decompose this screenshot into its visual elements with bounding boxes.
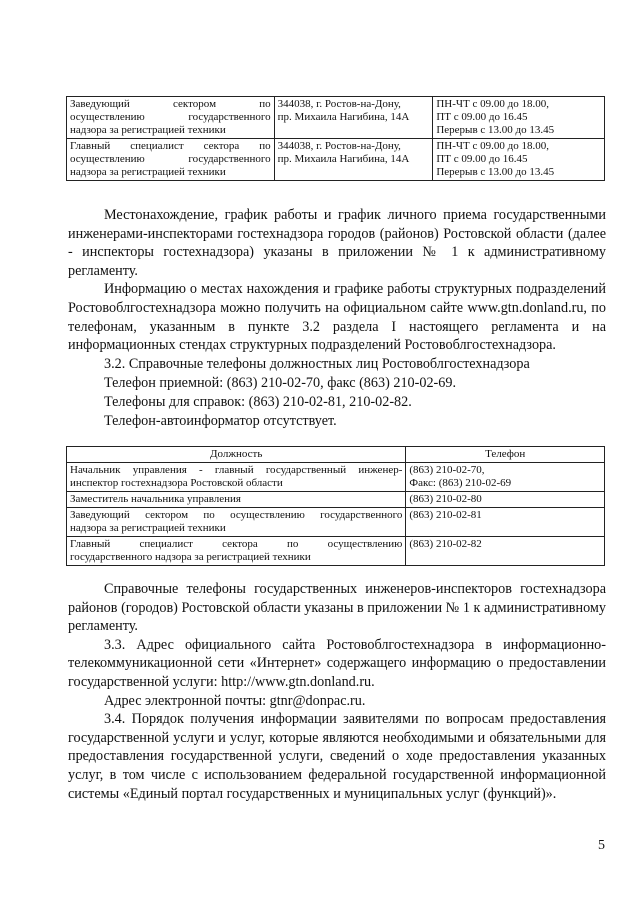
contacts-schedule-table bbox=[66, 96, 605, 181]
cell-line: (863) 210-02-81 bbox=[409, 509, 482, 521]
position-cell bbox=[67, 97, 275, 139]
schedule-cell bbox=[433, 139, 605, 181]
email-line: Адрес электронной почты: gtnr@donpac.ru. bbox=[104, 692, 366, 709]
paragraph-info: Информацию о местах нахождения и графике работы структурных подразделений Ростовоблгостехнадзора можно получить на официальном сайте www.gtn.donland.ru, по телефонам, указанным в пункте 3.2 раздела I настоящего регламента и на информационных стендах структурных подразделений Ростовоблгостехнадзора. bbox=[68, 281, 606, 354]
table-row bbox=[67, 139, 605, 181]
cell-line: Перерыв с 13.00 до 13.45 bbox=[436, 124, 555, 136]
cell-line: Заведующий сектором по осуществлению государственного bbox=[70, 509, 403, 521]
cell-line: (863) 210-02-70, bbox=[409, 464, 485, 476]
address-cell bbox=[274, 97, 433, 139]
reception-phone-line: Телефон приемной: (863) 210-02-70, факс (863) 210-02-69. bbox=[104, 375, 456, 391]
table-row bbox=[67, 537, 605, 566]
cell-line: ПТ с 09.00 до 16.45 bbox=[436, 111, 528, 123]
phone-cell bbox=[406, 537, 605, 566]
position-cell bbox=[67, 139, 275, 181]
cell-line: Заведующий сектором по bbox=[70, 98, 271, 110]
cell-line: Главный специалист сектора по bbox=[70, 140, 271, 152]
cell-line: пр. Михаила Нагибина, 14А bbox=[277, 111, 410, 123]
table-row bbox=[67, 492, 605, 508]
cell-line: Перерыв с 13.00 до 13.45 bbox=[436, 166, 555, 178]
page-number: 5 bbox=[598, 838, 605, 853]
autoinformer-line: Телефон-автоинформатор отсутствует. bbox=[104, 413, 337, 429]
position-cell bbox=[67, 537, 406, 566]
address-cell bbox=[274, 139, 433, 181]
cell-line: надзора за регистрацией техники bbox=[70, 166, 226, 178]
cell-line: Начальник управления - главный государственный инженер- bbox=[70, 464, 403, 476]
table-row bbox=[67, 463, 605, 492]
phone-cell bbox=[406, 492, 605, 508]
cell-line: государственного надзора за регистрацией техники bbox=[70, 551, 311, 563]
position-cell bbox=[67, 463, 406, 492]
section-3-2-heading: 3.2. Справочные телефоны должностных лиц Ростовоблгостехнадзора bbox=[104, 356, 530, 372]
cell-line: ПН-ЧТ с 09.00 до 18.00, bbox=[436, 98, 549, 110]
phone-table bbox=[66, 446, 605, 566]
paragraph-website: 3.3. Адрес официального сайта Ростовоблгостехнадзора в информационно-телекоммуникационной сети «Интернет» содержащего информацию о предоставлении государственной услуги: http://www.gtn.donland.ru. bbox=[68, 636, 606, 690]
cell-line: (863) 210-02-80 bbox=[409, 493, 482, 505]
schedule-cell bbox=[433, 97, 605, 139]
paragraph-3-4: 3.4. Порядок получения информации заявителями по вопросам предоставления государственной услуги и услуг, которые являются необходимыми и обязательными для предоставления государственной услуги, сведений о ходе предоставления указанных услуг, в том числе с использованием федеральной государственной информационной системы «Единый портал государственных и муниципальных услуг (функций)». bbox=[68, 711, 606, 802]
cell-line: ПТ с 09.00 до 16.45 bbox=[436, 153, 528, 165]
cell-line: 344038, г. Ростов-на-Дону, bbox=[277, 98, 401, 110]
cell-line: осуществлению государственного bbox=[70, 153, 271, 165]
position-cell bbox=[67, 508, 406, 537]
phone-cell bbox=[406, 508, 605, 537]
table-row bbox=[67, 508, 605, 537]
paragraph-regional-phones: Справочные телефоны государственных инженеров-инспекторов гостехнадзора районов (городов) Ростовской области указаны в приложении № 1 к административному регламенту. bbox=[68, 581, 606, 635]
cell-line: надзора за регистрацией техники bbox=[70, 522, 226, 534]
cell-line: ПН-ЧТ с 09.00 до 18.00, bbox=[436, 140, 549, 152]
cell-line: Главный специалист сектора по осуществлению bbox=[70, 538, 403, 550]
cell-line: Факс: (863) 210-02-69 bbox=[409, 477, 512, 489]
position-cell bbox=[67, 492, 406, 508]
header-phone: Телефон bbox=[406, 447, 605, 463]
cell-line: инспектор гостехнадзора Ростовской области bbox=[70, 477, 283, 489]
cell-line: осуществлению государственного bbox=[70, 111, 271, 123]
header-position: Должность bbox=[67, 447, 406, 463]
cell-line: 344038, г. Ростов-на-Дону, bbox=[277, 140, 401, 152]
cell-line: пр. Михаила Нагибина, 14А bbox=[277, 153, 410, 165]
phone-cell bbox=[406, 463, 605, 492]
text-block-1 bbox=[68, 206, 606, 355]
cell-line: Заместитель начальника управления bbox=[70, 493, 241, 505]
text-block-2 bbox=[68, 580, 606, 803]
cell-line: (863) 210-02-82 bbox=[409, 538, 482, 550]
cell-line: надзора за регистрацией техники bbox=[70, 124, 226, 136]
table-row bbox=[67, 97, 605, 139]
reference-phones-line: Телефоны для справок: (863) 210-02-81, 210-02-82. bbox=[104, 394, 412, 410]
paragraph-location: Местонахождение, график работы и график личного приема государственными инженерами-инспекторами гостехнадзора городов (районов) Ростовской области (далее - инспекторы гостехнадзора) указаны в приложении № 1 к административному регламенту. bbox=[68, 207, 606, 279]
table-header-row bbox=[67, 447, 605, 463]
